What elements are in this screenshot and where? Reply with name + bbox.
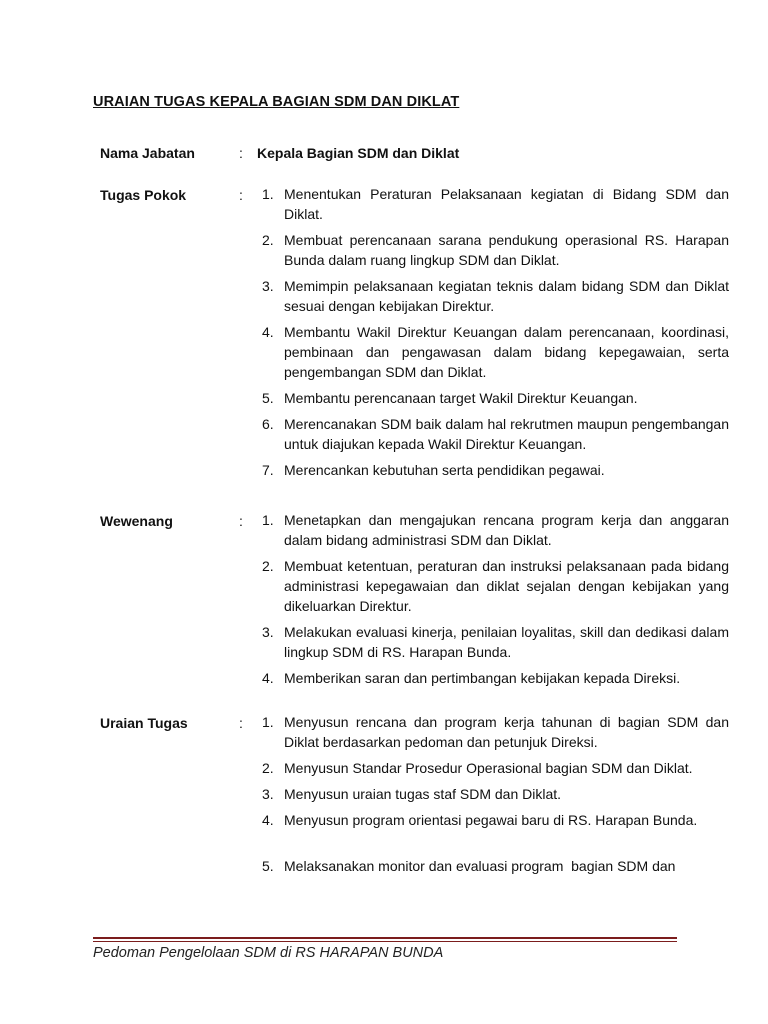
item-number: 4. bbox=[262, 670, 274, 686]
document-title: URAIAN TUGAS KEPALA BAGIAN SDM DAN DIKLAT bbox=[93, 94, 460, 110]
list-item bbox=[257, 856, 729, 876]
uraian-tugas-colon: : bbox=[239, 715, 243, 731]
item-text: Melakukan evaluasi kinerja, penilaian loyalitas, skill dan dedikasi dalam lingkup SDM di RS. Harapan Bunda. bbox=[284, 624, 729, 660]
wewenang-colon: : bbox=[239, 513, 243, 529]
nama-jabatan-label: Nama Jabatan bbox=[100, 145, 195, 161]
item-number: 1. bbox=[262, 512, 274, 528]
item-text: Menetapkan dan mengajukan rencana program kerja dan anggaran dalam bidang administrasi SDM dan Diklat. bbox=[284, 512, 729, 548]
item-number: 3. bbox=[262, 624, 274, 640]
item-number: 5. bbox=[262, 390, 274, 406]
item-number: 1. bbox=[262, 714, 274, 730]
list-item bbox=[257, 414, 729, 454]
item-text: Membuat ketentuan, peraturan dan instruksi pelaksanaan pada bidang administrasi kepegawaian dan diklat sejalan dengan kebijakan yang dikeluarkan Direktur. bbox=[284, 558, 729, 614]
list-item bbox=[257, 184, 729, 224]
item-number: 6. bbox=[262, 416, 274, 432]
list-item bbox=[257, 388, 729, 408]
item-text: Membantu perencanaan target Wakil Direktur Keuangan. bbox=[284, 390, 638, 406]
footer-text: Pedoman Pengelolaan SDM di RS HARAPAN BUNDA bbox=[93, 945, 444, 961]
item-number: 2. bbox=[262, 558, 274, 574]
uraian-tugas-list bbox=[257, 712, 729, 882]
item-number: 5. bbox=[262, 858, 274, 874]
item-text: Memberikan saran dan pertimbangan kebijakan kepada Direksi. bbox=[284, 670, 681, 686]
item-text: Merencankan kebutuhan serta pendidikan pegawai. bbox=[284, 462, 605, 478]
nama-jabatan-value: Kepala Bagian SDM dan Diklat bbox=[257, 145, 460, 161]
wewenang-list bbox=[257, 510, 729, 694]
item-text: Membuat perencanaan sarana pendukung operasional RS. Harapan Bunda dalam ruang lingkup SDM dan Diklat. bbox=[284, 232, 729, 268]
list-item bbox=[257, 230, 729, 270]
uraian-tugas-label: Uraian Tugas bbox=[100, 715, 188, 731]
item-number: 4. bbox=[262, 324, 274, 340]
item-number: 3. bbox=[262, 786, 274, 802]
item-number: 3. bbox=[262, 278, 274, 294]
footer-rule-thin bbox=[93, 941, 677, 942]
list-item bbox=[257, 510, 729, 550]
tugas-pokok-colon: : bbox=[239, 187, 243, 203]
footer-rule bbox=[93, 937, 677, 939]
list-item bbox=[257, 712, 729, 752]
item-text: Membantu Wakil Direktur Keuangan dalam perencanaan, koordinasi, pembinaan dan pengawasan dalam bidang kepegawaian, serta pengembangan SDM dan Diklat. bbox=[284, 324, 729, 380]
list-item bbox=[257, 276, 729, 316]
item-number: 2. bbox=[262, 760, 274, 776]
tugas-pokok-list bbox=[257, 184, 729, 486]
wewenang-label: Wewenang bbox=[100, 513, 173, 529]
item-text: Menyusun rencana dan program kerja tahunan di bagian SDM dan Diklat berdasarkan pedoman dan petunjuk Direksi. bbox=[284, 714, 729, 750]
list-item bbox=[257, 622, 729, 662]
list-item bbox=[257, 784, 729, 804]
item-text: Merencanakan SDM baik dalam hal rekrutmen maupun pengembangan untuk diajukan kepada Wakil Direktur Keuangan. bbox=[284, 416, 729, 452]
item-text: Menyusun uraian tugas staf SDM dan Diklat. bbox=[284, 786, 562, 802]
list-item bbox=[257, 556, 729, 616]
list-item bbox=[257, 810, 729, 830]
item-text: Menentukan Peraturan Pelaksanaan kegiatan di Bidang SDM dan Diklat. bbox=[284, 186, 729, 222]
item-number: 1. bbox=[262, 186, 274, 202]
item-text: Melaksanakan monitor dan evaluasi program bagian SDM dan bbox=[284, 858, 676, 874]
list-item bbox=[257, 460, 729, 480]
item-number: 2. bbox=[262, 232, 274, 248]
list-item bbox=[257, 322, 729, 382]
item-number: 4. bbox=[262, 812, 274, 828]
tugas-pokok-label: Tugas Pokok bbox=[100, 187, 187, 203]
item-text: Menyusun program orientasi pegawai baru di RS. Harapan Bunda. bbox=[284, 812, 698, 828]
nama-jabatan-colon: : bbox=[239, 145, 243, 161]
list-item bbox=[257, 758, 729, 778]
item-number: 7. bbox=[262, 462, 274, 478]
item-text: Memimpin pelaksanaan kegiatan teknis dalam bidang SDM dan Diklat sesuai dengan kebijakan Direktur. bbox=[284, 278, 729, 314]
item-text: Menyusun Standar Prosedur Operasional bagian SDM dan Diklat. bbox=[284, 760, 693, 776]
list-item bbox=[257, 668, 729, 688]
